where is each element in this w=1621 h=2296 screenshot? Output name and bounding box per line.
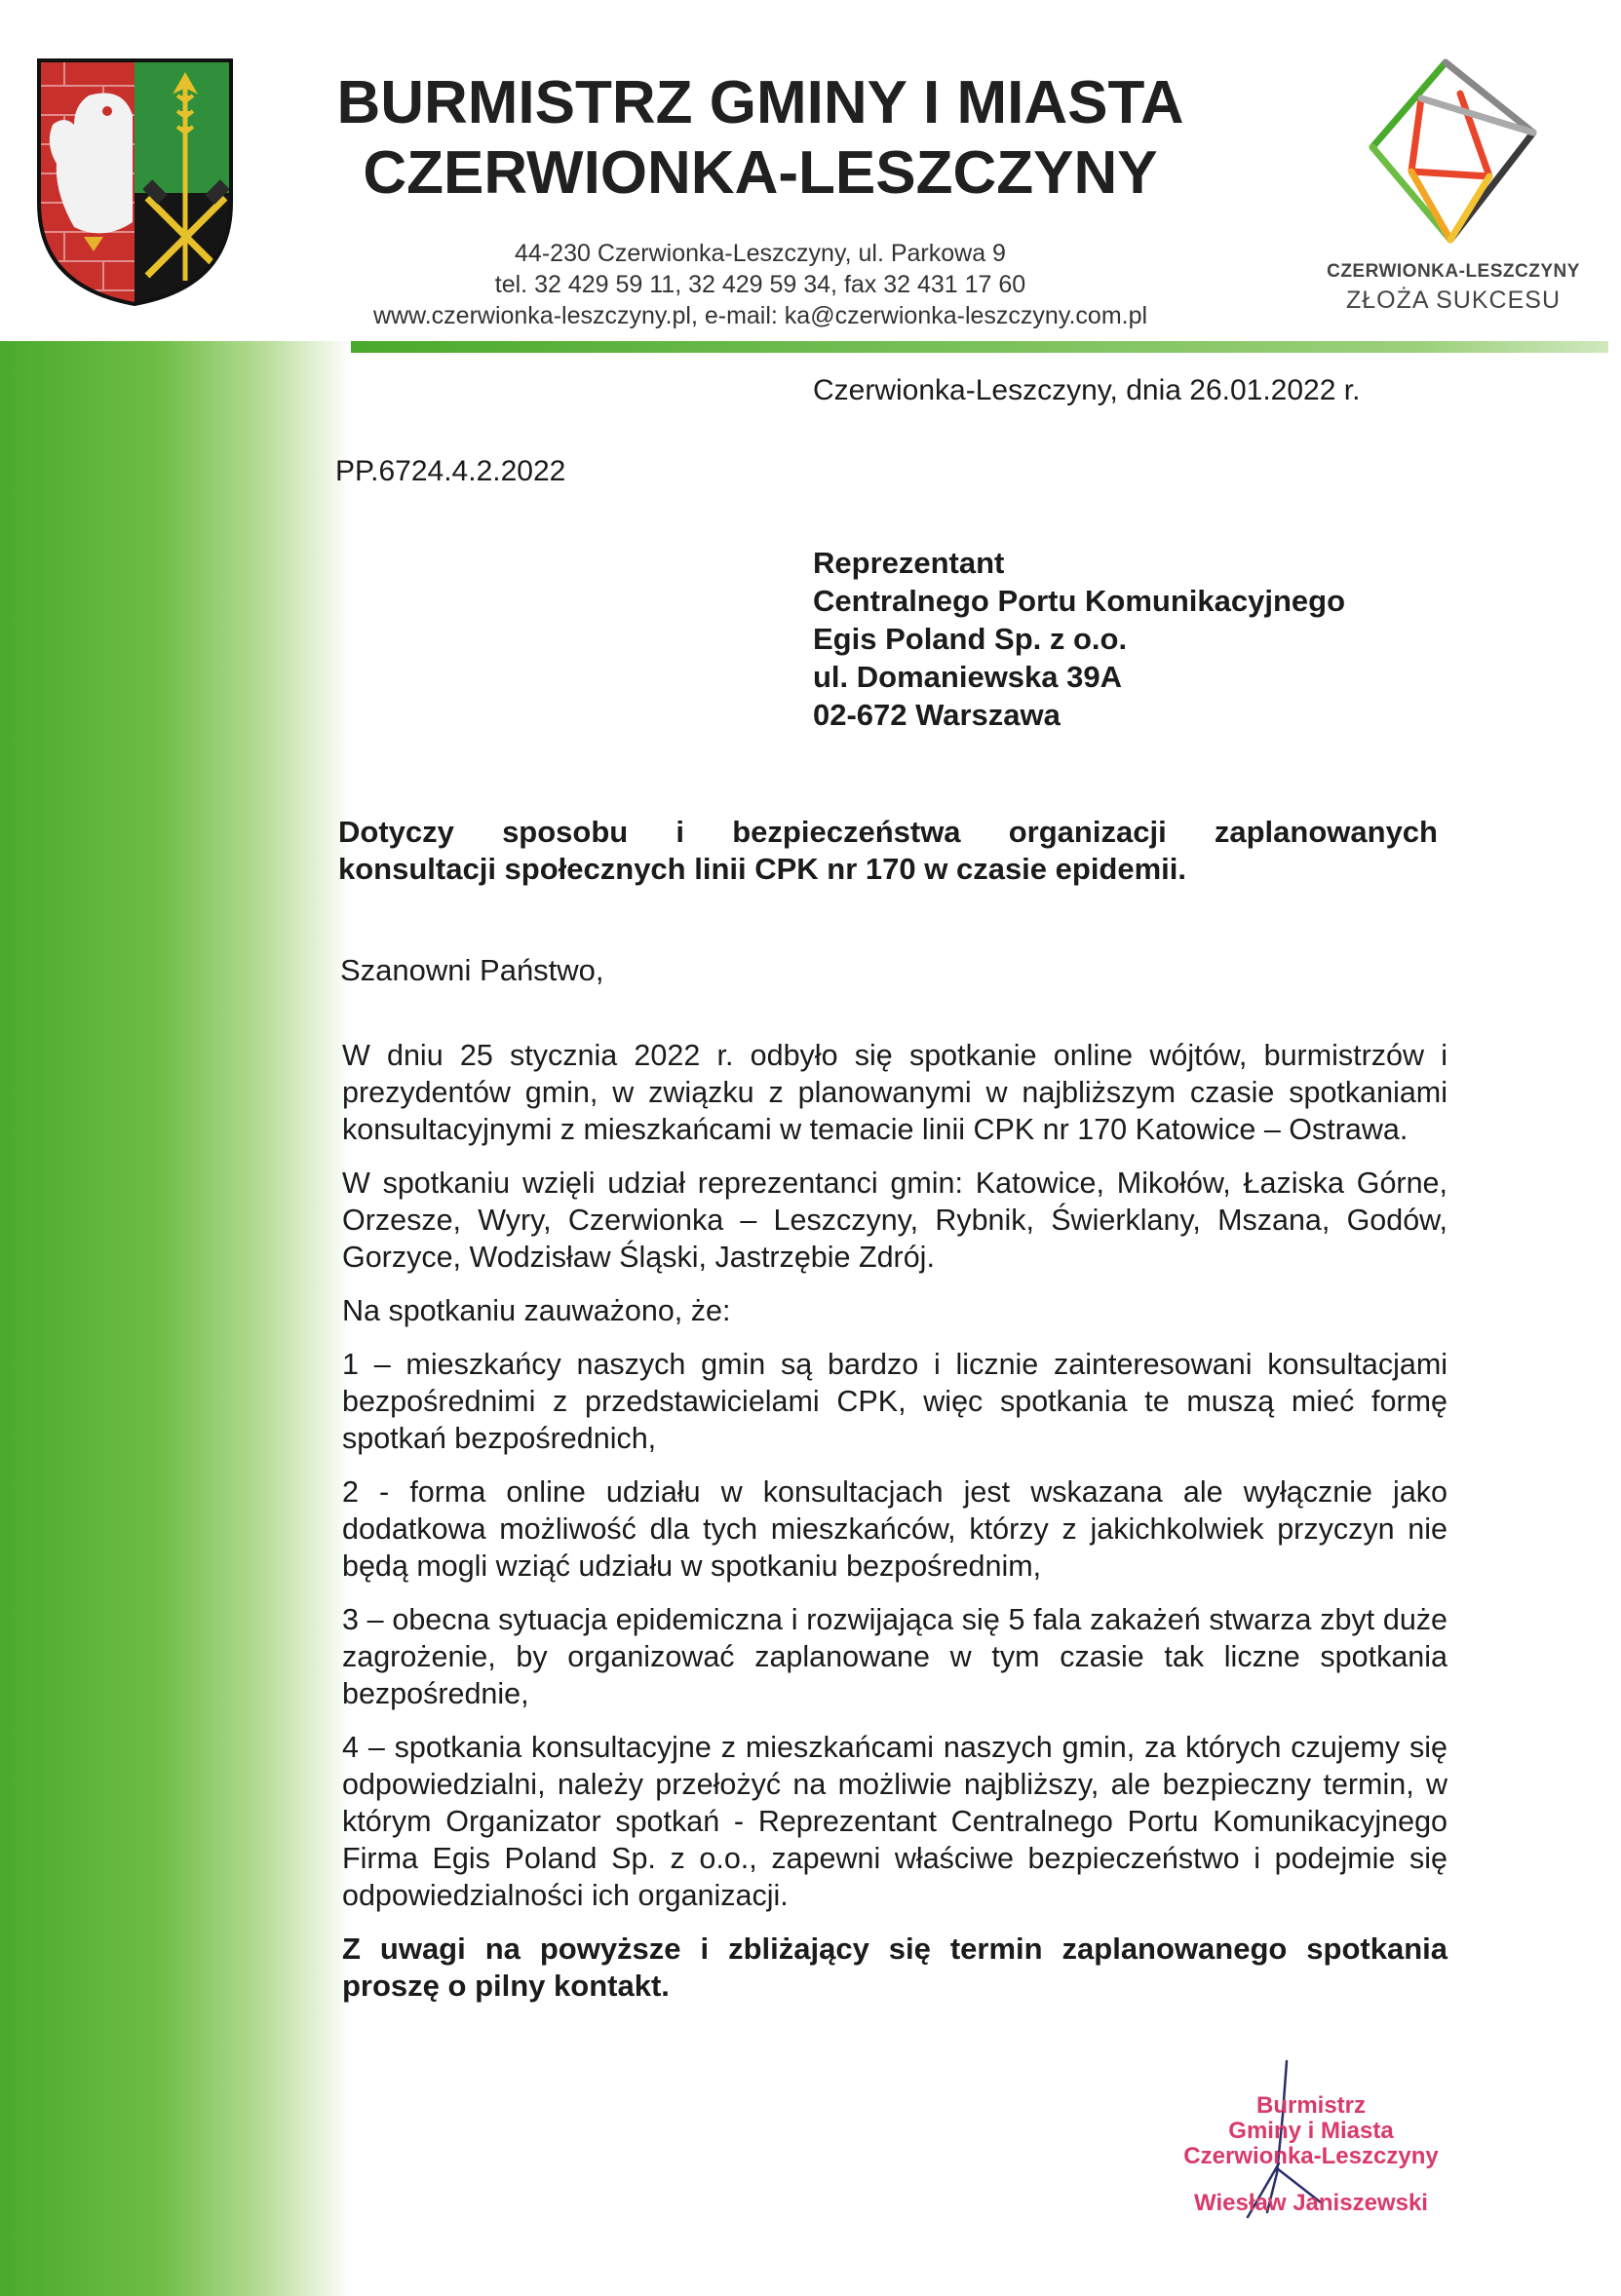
office-address: 44-230 Czerwionka-Leszczyny, ul. Parkowa 9 (515, 240, 1006, 267)
city-logo-icon (1343, 55, 1558, 249)
logo-caption-name: CZERWIONKA-LESZCZYNY (1327, 261, 1580, 282)
subject-line: Dotyczy sposobu i bezpieczeństwa organizacji zaplanowanych (338, 815, 1438, 849)
office-title-line1: BURMISTRZ GMINY I MIASTA (336, 69, 1184, 136)
office-web-email: www.czerwionka-leszczyny.pl, e-mail: ka@czerwionka-leszczyny.com.pl (372, 302, 1148, 329)
header-divider (351, 341, 1608, 353)
letter-body (342, 1037, 1447, 2021)
letter-subject (338, 814, 1438, 888)
city-logo-caption (1312, 261, 1595, 315)
green-side-band (0, 341, 351, 2296)
stamp-office: Gminy i Miasta (1228, 2118, 1394, 2144)
stamp-city: Czerwionka-Leszczyny (1183, 2143, 1439, 2169)
body-paragraph: 4 – spotkania konsultacyjne z mieszkańcami naszych gmin, za których czujemy się odpowiedzialni, należy przełożyć na możliwie najbliższy, ale bezpieczny termin, w którym Organizator spotkań - Reprezentant Centralnego Portu Komunikacyjnego Firma Egis Poland Sp. z o.o., zapewni właściwe bezpieczeństwo i podejmie się odpowiedzialności ich organizacji. (342, 1731, 1447, 1912)
recipient-line: ul. Domaniewska 39A (813, 660, 1123, 694)
office-contact (283, 238, 1238, 331)
body-paragraph: W spotkaniu wzięli udział reprezentanci gmin: Katowice, Mikołów, Łaziska Górne, Orzesze, Wyry, Czerwionka – Leszczyny, Rybnik, Świerklany, Mszana, Godów, Gorzyce, Wodzisław Śląski, Jastrzębie Zdrój. (342, 1167, 1447, 1274)
signature-stamp (1155, 2093, 1467, 2216)
body-paragraph: 2 - forma online udziału w konsultacjach jest wskazana ale wyłącznie jako dodatkowa możliwość dla tych mieszkańców, którzy z jakichkolwiek przyczyn nie będą mogli wziąć udziału w spotkaniu bezpośrednim, (342, 1475, 1447, 1583)
recipient-address (813, 544, 1345, 734)
salutation: Szanowni Państwo, (340, 953, 604, 987)
signatory-name: Wiesław Janiszewski (1194, 2190, 1428, 2216)
coat-of-arms-icon (35, 57, 235, 308)
subject-line: konsultacji społecznych linii CPK nr 170 w czasie epidemii. (338, 852, 1187, 886)
stamp-title: Burmistrz (1255, 2092, 1367, 2119)
recipient-line: Egis Poland Sp. z o.o. (813, 622, 1128, 656)
recipient-line: Reprezentant (813, 546, 1005, 580)
office-phones: tel. 32 429 59 11, 32 429 59 34, fax 32 431 17 60 (494, 271, 1026, 298)
office-title-line2: CZERWIONKA-LESZCZYNY (363, 139, 1158, 207)
recipient-line: 02-672 Warszawa (813, 698, 1061, 732)
recipient-line: Centralnego Portu Komunikacyjnego (813, 584, 1346, 618)
closing-request: Z uwagi na powyższe i zbliżający się termin zaplanowanego spotkania proszę o pilny kontakt. (342, 1932, 1447, 2003)
body-paragraph: 3 – obecna sytuacja epidemiczna i rozwijająca się 5 fala zakażeń stwarza zbyt duże zagrożenie, by organizować zaplanowane w tym czasie tak liczne spotkania bezpośrednie, (342, 1603, 1447, 1710)
letter-date: Czerwionka-Leszczyny, dnia 26.01.2022 r. (813, 374, 1361, 406)
logo-caption-slogan: ZŁOŻA SUKCESU (1346, 287, 1561, 314)
body-paragraph: 1 – mieszkańcy naszych gmin są bardzo i licznie zainteresowani konsultacjami bezpośrednimi z przedstawicielami CPK, więc spotkania te muszą mieć formę spotkań bezpośrednich, (342, 1348, 1447, 1455)
body-paragraph: W dniu 25 stycznia 2022 r. odbyło się spotkanie online wójtów, burmistrzów i prezydentów gmin, w związku z planowanymi w najbliższym czasie spotkaniami konsultacyjnymi z mieszkańcami w temacie linii CPK nr 170 Katowice – Ostrawa. (342, 1039, 1447, 1146)
office-title (283, 68, 1238, 209)
reference-number: PP.6724.4.2.2022 (335, 455, 566, 487)
body-paragraph: Na spotkaniu zauważono, że: (342, 1294, 731, 1327)
